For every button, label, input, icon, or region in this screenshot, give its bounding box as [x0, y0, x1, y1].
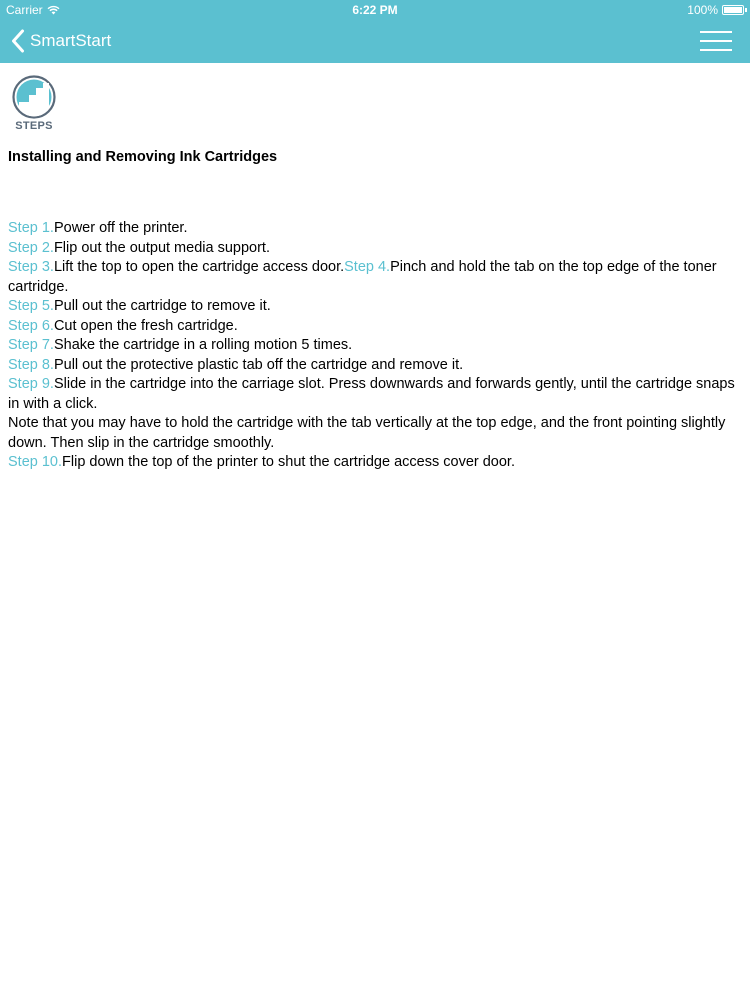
menu-button[interactable] [700, 28, 732, 54]
step-text: Power off the printer. [53, 220, 188, 236]
back-label: SmartStart [30, 31, 112, 50]
step-label: Step 1. [8, 220, 54, 236]
steps-logo [10, 75, 58, 132]
step-line [8, 258, 738, 297]
step-text: Slide in the cartridge into the carriage slot. Press downwards and forwards gently, until the cartridge snaps in with a click. [8, 376, 735, 412]
page-title: Installing and Removing Ink Cartridges [8, 149, 278, 165]
step-line [8, 219, 738, 239]
step-label: Step 9. [8, 376, 54, 392]
step-text: Note that you may have to hold the cartridge with the tab vertically at the top edge, and the front pointing slightly down. Then slip in the cartridge smoothly. [8, 415, 726, 451]
step-text: Flip out the output media support. [53, 239, 270, 256]
step-text: Shake the cartridge in a rolling motion 5 times. [53, 337, 353, 353]
status-bar [0, 0, 750, 20]
step-line [8, 317, 738, 337]
steps-icon [12, 75, 56, 119]
navigation-bar [0, 20, 750, 63]
step-text: Pull out the cartridge to remove it. [53, 298, 271, 314]
steps-list [8, 219, 738, 473]
step-label: Step 6. [8, 317, 54, 334]
step-text: Lift the top to open the cartridge access door. [53, 259, 345, 275]
main-content [0, 63, 750, 1000]
step-line [8, 297, 738, 317]
step-label: Step 7. [8, 337, 54, 353]
hamburger-menu-icon [700, 31, 732, 33]
step-text: Cut open the fresh cartridge. [53, 317, 238, 334]
step-line [8, 414, 738, 453]
step-line [8, 453, 738, 473]
step-line [8, 375, 738, 414]
clock: 6:22 PM [352, 3, 398, 17]
step-label: Step 3. [8, 259, 54, 275]
battery-icon [722, 5, 744, 15]
carrier-label: Carrier [6, 3, 43, 17]
step-text: Pinch and hold the tab on the top edge of the toner cartridge. [8, 259, 717, 295]
step-label: Step 8. [8, 356, 54, 373]
step-line [8, 336, 738, 356]
step-label: Step 2. [8, 239, 54, 256]
step-label: Step 4. [344, 259, 391, 275]
step-line [8, 356, 738, 376]
step-label: Step 10. [8, 454, 63, 470]
step-text: Flip down the top of the printer to shut the cartridge access cover door. [62, 454, 515, 470]
battery-percent: 100% [687, 3, 718, 17]
step-text: Pull out the protective plastic tab off the cartridge and remove it. [53, 356, 464, 373]
back-button[interactable] [10, 28, 111, 54]
chevron-left-icon [10, 29, 26, 53]
step-line [8, 239, 738, 259]
top-bar [0, 0, 750, 63]
step-label: Step 5. [8, 298, 54, 314]
steps-label: STEPS [15, 120, 53, 132]
battery-indicator [687, 3, 744, 17]
